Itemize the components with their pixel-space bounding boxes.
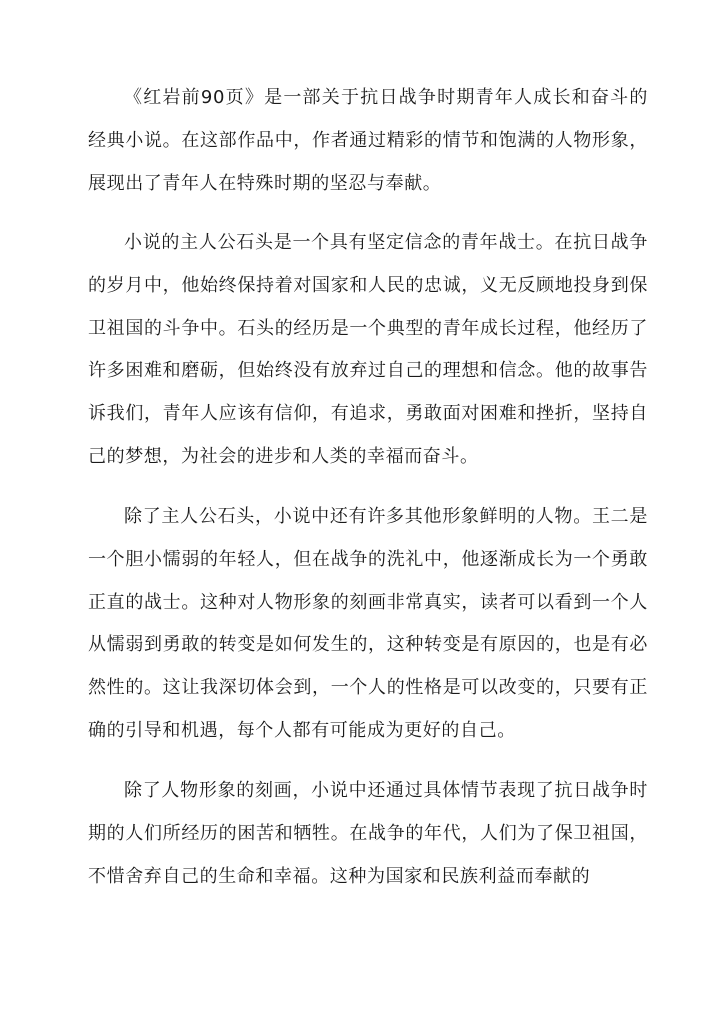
paragraph-protagonist: 小说的主人公石头是一个具有坚定信念的青年战士。在抗日战争的岁月中，他始终保持着对国家和人民的忠诚，义无反顾地投身到保卫祖国的斗争中。石头的经历是一个典型的青年成长过程，他经历了许多困难和磨砺，但始终没有放弃过自己的理想和信念。他的故事告诉我们，青年人应该有信仰，有追求，勇敢面对困难和挫折，坚持自己的梦想，为社会的进步和人类的幸福而奋斗。	[88, 232, 648, 467]
paragraph-other-characters: 除了主人公石头，小说中还有许多其他形象鲜明的人物。王二是一个胆小懦弱的年轻人，但在战争的洗礼中，他逐渐成长为一个勇敢正直的战士。这种对人物形象的刻画非常真实，读者可以看到一个人从懦弱到勇敢的转变是如何发生的，这种转变是有原因的，也是有必然性的。这让我深切体会到，一个人的性格是可以改变的，只要有正确的引导和机遇，每个人都有可能成为更好的自己。	[88, 506, 648, 741]
paragraph-intro: 《红岩前90页》是一部关于抗日战争时期青年人成长和奋斗的经典小说。在这部作品中，作者通过精彩的情节和饱满的人物形象，展现出了青年人在特殊时期的坚忍与奉献。	[88, 87, 648, 194]
paragraph-plot: 除了人物形象的刻画，小说中还通过具体情节表现了抗日战争时期的人们所经历的困苦和牺牲。在战争的年代，人们为了保卫祖国，不惜舍弃自己的生命和幸福。这种为国家和民族利益而奉献的	[88, 780, 648, 887]
